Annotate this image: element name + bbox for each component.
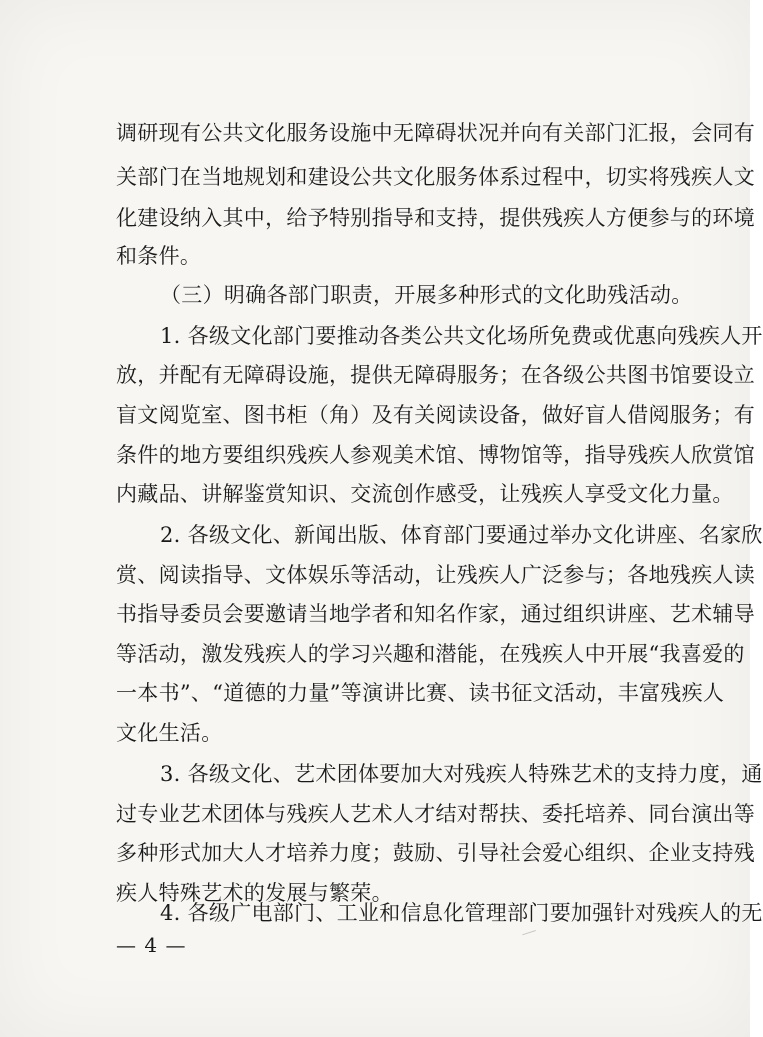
item-3-line-2: 过专业艺术团体与残疾人艺术人才结对帮扶、委托培养、同台演出等 [116,802,755,826]
body-text-line-1: 调研现有公共文化服务设施中无障碍状况并向有关部门汇报，会同有 [116,121,755,145]
item-3-line-3: 多种形式加大人才培养力度；鼓励、引导社会爱心组织、企业支持残 [116,841,755,865]
body-text-line-4: 和条件。 [116,244,202,268]
scan-mark [522,930,537,941]
item-2-line-6: 文化生活。 [116,721,223,745]
item-2-line-4: 等活动，激发残疾人的学习兴趣和潜能，在残疾人中开展“我喜爱的 [116,642,745,666]
page-number: — 4 — [116,933,187,957]
item-2-line-2: 赏、阅读指导、文体娱乐等活动，让残疾人广泛参与；各地残疾人读 [116,563,755,587]
item-3-line-4: 疾人特殊艺术的发展与繁荣。 [116,881,393,905]
body-text-line-3: 化建设纳入其中，给予特别指导和支持，提供残疾人方便参与的环境 [116,206,755,230]
item-2-line-3: 书指导委员会要邀请当地学者和知名作家，通过组织讲座、艺术辅导 [116,602,755,626]
item-2-line-5: 一本书”、“道德的力量”等演讲比赛、读书征文活动，丰富残疾人 [116,681,725,705]
item-1-line-2: 放，并配有无障碍设施，提供无障碍服务；在各级公共图书馆要设立 [116,363,755,387]
item-1-line-1: 1. 各级文化部门要推动各类公共文化场所免费或优惠向残疾人开 [160,324,763,348]
item-4-line-1: 4. 各级广电部门、工业和信息化管理部门要加强针对残疾人的无 [160,901,763,925]
item-3-line-1: 3. 各级文化、艺术团体要加大对残疾人特殊艺术的支持力度，通 [160,762,763,786]
item-1-line-4: 条件的地方要组织残疾人参观美术馆、博物馆等，指导残疾人欣赏馆 [116,443,755,467]
item-1-line-3: 盲文阅览室、图书柜（角）及有关阅读设备，做好盲人借阅服务；有 [116,403,755,427]
item-2-line-1: 2. 各级文化、新闻出版、体育部门要通过举办文化讲座、名家欣 [160,523,763,547]
item-1-line-5: 内藏品、讲解鉴赏知识、交流创作感受，让残疾人享受文化力量。 [116,482,734,506]
body-text-line-2: 关部门在当地规划和建设公共文化服务体系过程中，切实将残疾人文 [116,165,755,189]
section-heading: （三）明确各部门职责，开展多种形式的文化助残活动。 [160,283,693,307]
